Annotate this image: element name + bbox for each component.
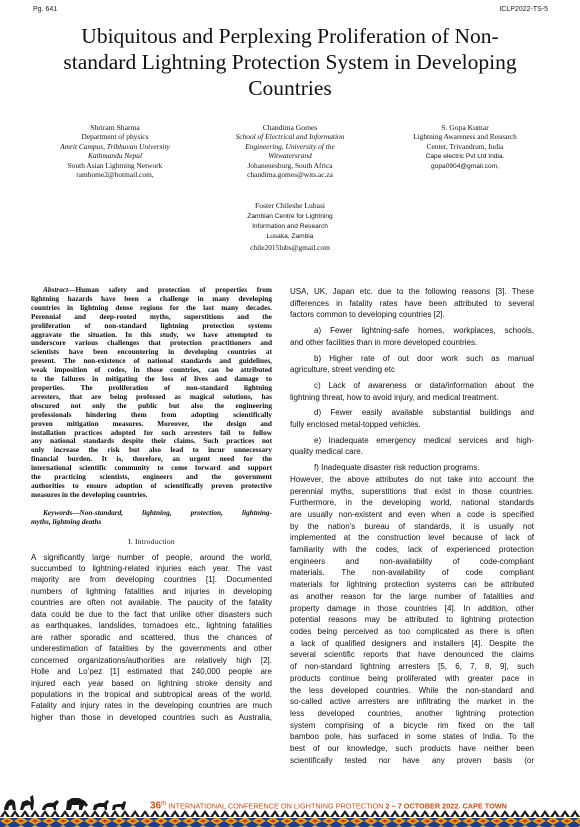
body-line: higher than those in developed countries such as Australia, bbox=[31, 712, 272, 722]
author-block-kumar bbox=[380, 123, 550, 171]
body-line: underestimation of fatalities by the governments and other bbox=[31, 644, 272, 654]
body-line: fully enclosed metal-topped vehicles. bbox=[290, 420, 421, 430]
abstract-line: arresters, that are being professed as magical solutions, has bbox=[31, 391, 272, 401]
abstract-lead: Abstract— bbox=[43, 285, 76, 294]
body-line: numbers of lightning fatalities and injuries in developing bbox=[31, 586, 272, 596]
body-line: and other facilities than in more developed countries. bbox=[290, 337, 478, 347]
body-line: concerned organizations/authorities are relatively high [2]. bbox=[31, 655, 272, 665]
body-line: populations in the tropical and subtropical areas of the world. bbox=[31, 690, 272, 699]
abstract-line: scientists have been encountering in developing countries at bbox=[31, 347, 272, 357]
body-line: factors common to developing countries [2]. bbox=[290, 310, 445, 320]
body-line: materials. The non-availability of code compliant bbox=[290, 568, 534, 578]
list-item bbox=[290, 353, 534, 376]
body-line: USA, UK, Japan etc. due to the following reasons [3]. These bbox=[290, 287, 534, 296]
body-line: agriculture, street vending etc bbox=[290, 365, 395, 375]
body-line: engineers and non-availability of code-compliant bbox=[290, 556, 534, 566]
author-affil: Zambian Centre for Lightning bbox=[247, 213, 333, 221]
body-line: less developed countries, another lightning protection bbox=[290, 708, 534, 718]
body-line: are usually non-existent and even when a code is specified bbox=[290, 509, 534, 519]
body-line: property damage in those countries [4]. In addition, other bbox=[290, 603, 534, 613]
body-line: Holle and Lo’pez [1] estimated that 240,000 people are bbox=[31, 667, 272, 677]
body-line: quality medical care. bbox=[290, 447, 363, 457]
body-line: materials for lightning protection systems can be attributed bbox=[290, 580, 534, 590]
abstract-line: any national standards despite their claims. Such practices not bbox=[31, 436, 272, 446]
keywords bbox=[31, 509, 272, 527]
abstract bbox=[31, 286, 272, 500]
body-line: products continue being proliferated with greater pace in bbox=[290, 673, 534, 683]
keywords-line: myths, lightning deaths bbox=[31, 516, 102, 526]
author-email[interactable]: gopa0904@gmail.com, bbox=[431, 162, 499, 170]
list-item bbox=[290, 325, 534, 348]
paragraph bbox=[290, 286, 534, 321]
right-column bbox=[290, 286, 534, 766]
body-line: system comprising of a bicycle rim fixed on the tall bbox=[290, 720, 534, 730]
body-line: by the nation's bureau of standards, it is usually not bbox=[290, 521, 534, 531]
list-item bbox=[290, 435, 534, 458]
author-email[interactable]: chile2015lubs@gmail.com bbox=[250, 242, 330, 252]
body-line: as earthquakes, landslides, tornadoes etc., lightning fatalities bbox=[31, 621, 272, 631]
body-line: b) Higher rate of out door work such as manual bbox=[314, 353, 534, 363]
body-line: are rather sporadic and scattered, thus the chances of bbox=[31, 632, 272, 642]
paper-code: ICLP2022-TS-5 bbox=[499, 6, 548, 13]
body-line: implemented at the construction level because of lack of bbox=[290, 533, 534, 543]
body-line: Furthermore, in the developing world, national standards bbox=[290, 498, 534, 508]
abstract-line: Perennial and deep-rooted myths, superstitions and the bbox=[31, 311, 272, 321]
author-dept: School of Electrical and Information bbox=[235, 132, 345, 142]
abstract-line: weak imposition of codes, in those countries, can be attributed bbox=[31, 365, 272, 375]
body-line: perennial myths, superstitions that exist in those countries. bbox=[290, 486, 534, 496]
abstract-line: proven mitigation measures. Moreover, the design and bbox=[31, 418, 272, 428]
conference-title: 36th INTERNATIONAL CONFERENCE ON LIGHTNING PROTECTION 2 – 7 OCTOBER 2022. CAPE TOWN bbox=[150, 800, 507, 812]
author-affil: Information and Research bbox=[252, 222, 328, 230]
list-item bbox=[290, 380, 534, 403]
author-dept: Lightning Awareness and Research bbox=[413, 132, 517, 142]
body-line: scientifically tested nor have any proven basis (or bbox=[290, 755, 534, 765]
abstract-line: Abstract—Human safety and protection of properties from bbox=[43, 285, 272, 294]
author-email[interactable]: chandima.gomes@wits.ac.za bbox=[247, 170, 333, 180]
abstract-line: the practicing scientists, engineers and the government bbox=[31, 472, 272, 482]
abstract-line: international scientific community to come forward and support bbox=[31, 463, 272, 473]
abstract-line: present. The non-existence of national standards and guidelines, bbox=[31, 356, 272, 366]
body-line: lightning threat, how to avoid injury, and medical treatment. bbox=[290, 392, 499, 402]
author-affil: Lusaka, Zambia bbox=[266, 233, 314, 241]
author-block-lubasi bbox=[205, 201, 375, 252]
left-column bbox=[31, 286, 272, 723]
intro-paragraph bbox=[31, 552, 272, 724]
body-line: potential reasons may be attributed to lightning protection bbox=[290, 615, 534, 625]
body-line: A significantly large number of people, around the world, bbox=[31, 552, 272, 562]
body-line: differences in fatality rates have been attributed to several bbox=[290, 298, 534, 308]
title-line: standard Lightning Protection System in Developing bbox=[63, 50, 517, 74]
body-line: data could be due to the fact that unlike other disasters such bbox=[31, 609, 272, 619]
title-line: Countries bbox=[248, 76, 332, 100]
abstract-line: financial burden. It is, therefore, an urgent need for the bbox=[31, 454, 272, 464]
abstract-line: only increase the risk but also lead to incur unnecessary bbox=[31, 445, 272, 455]
body-line: bamboo pole, has surfaced in some states of India. To the bbox=[290, 732, 534, 742]
abstract-line: authorities to ensure adoption of scientifically proven protective bbox=[31, 480, 272, 490]
body-line: as another reason for the large number of fatalities and bbox=[290, 591, 534, 601]
section-heading: I. Introduction bbox=[128, 536, 175, 546]
author-affil: Center, Trivandrum, India bbox=[426, 141, 504, 151]
author-affil: Witwatersrand bbox=[268, 151, 312, 161]
author-dept: Department of physics bbox=[81, 132, 149, 142]
abstract-line: lightning hazards have been a challenge in many developing bbox=[31, 293, 272, 303]
list-item bbox=[290, 407, 534, 430]
body-line: succumbed to lightning-related injuries each year. The vast bbox=[31, 564, 272, 574]
body-line: codes being perceived as too complicated as there is often bbox=[290, 626, 534, 636]
author-name: S. Gopa Kumar bbox=[441, 123, 489, 132]
author-affil: South Asian Lightning Network bbox=[67, 160, 163, 170]
author-affil: Johanenesburg, South Africa bbox=[247, 160, 333, 170]
body-line: a) Fewer lightning-safe homes, workplaces, schools, bbox=[314, 326, 534, 336]
author-affil: Engineering, University of the bbox=[245, 141, 335, 151]
abstract-line: obscured not only the public but also the engineering bbox=[31, 400, 272, 410]
paragraph bbox=[290, 474, 534, 767]
beadwork-pattern-band bbox=[0, 818, 580, 827]
abstract-line: aggravate the situation. In this study, we have attempted to bbox=[31, 329, 272, 339]
body-line: c) Lack of awareness or data/information about the bbox=[314, 380, 534, 390]
body-line: the less developed countries. While the non-standard and bbox=[290, 685, 534, 695]
body-line: several scientific reports that have denounced the claims bbox=[290, 650, 534, 660]
conference-city: . CAPE TOWN bbox=[458, 801, 507, 811]
author-block-sharma bbox=[30, 123, 200, 179]
author-name: Shriram Sharma bbox=[90, 123, 140, 132]
list-item: f) Inadequate disaster risk reduction programs. bbox=[314, 463, 480, 473]
body-line: countries are often not available. The paucity of the fatality bbox=[31, 598, 272, 608]
keywords-line: Keywords—Non-standard, lightning, protection, lightning- bbox=[43, 507, 272, 517]
author-affil: Cape electric Pvt Ltd India. bbox=[425, 153, 505, 161]
body-line: e) Inadequate emergency medical services and high- bbox=[314, 435, 534, 445]
conference-number: 36 bbox=[150, 800, 162, 812]
page-number: Pg. 641 bbox=[33, 6, 58, 13]
conference-dates: 2 – 7 OCTOBER 2022 bbox=[385, 801, 459, 811]
author-block-gomes bbox=[205, 123, 375, 179]
author-affil: Kathmandu Nepal bbox=[88, 151, 142, 161]
body-line: d) Fewer easily available substantial buildings and bbox=[314, 408, 534, 418]
abstract-line: countries in lightning dense regions for the last many decades. bbox=[31, 302, 272, 312]
abstract-line: measures in the developing countries. bbox=[31, 489, 148, 499]
title-line: Ubiquitous and Perplexing Proliferation of Non- bbox=[81, 24, 499, 48]
abstract-line: to the failures in mitigating the loss of lives and damage to bbox=[31, 374, 272, 384]
abstract-line: installation practices adopted for such arresters fail to follow bbox=[31, 427, 272, 437]
body-line: familiarity with the codes, lack of experienced protection bbox=[290, 545, 534, 555]
author-email[interactable]: ramhome2@hotmail.com, bbox=[76, 170, 154, 180]
abstract-line: underscore various challenges that protection practitioners and bbox=[31, 338, 272, 348]
body-line: best of our knowledge, such products have neither been bbox=[290, 744, 534, 754]
body-line: of non-standard lightning arresters [5, 6, 7, 8, 9], such bbox=[290, 662, 534, 672]
body-line: a lack of qualified designers and installers [4]. Despite the bbox=[290, 638, 534, 648]
body-line: so-called active arresters are infiltrating the market in the bbox=[290, 697, 534, 707]
abstract-line: professionals hindering them from adopting scientifically bbox=[31, 409, 272, 419]
abstract-line: properties. The proliferation of non-standard lightning bbox=[31, 382, 272, 392]
paper-title bbox=[30, 23, 550, 101]
animal-silhouettes bbox=[4, 795, 126, 811]
body-line: majority are from developing countries [1]. Documented bbox=[31, 575, 272, 585]
body-line: However, the above attributes do not take into account the bbox=[290, 474, 534, 484]
abstract-line: proliferation of non-standard lightning protection systems bbox=[31, 320, 272, 330]
body-line: Fatality and injury rates in the developing countries are much bbox=[31, 701, 272, 711]
author-name: Chandima Gomes bbox=[262, 123, 318, 132]
author-affil: Amrit Campus, Tribhuvan University bbox=[60, 141, 170, 151]
author-name: Foster Chileshe Lubasi bbox=[254, 201, 326, 210]
body-line: injured each year based on lightning stroke density and bbox=[31, 678, 272, 688]
